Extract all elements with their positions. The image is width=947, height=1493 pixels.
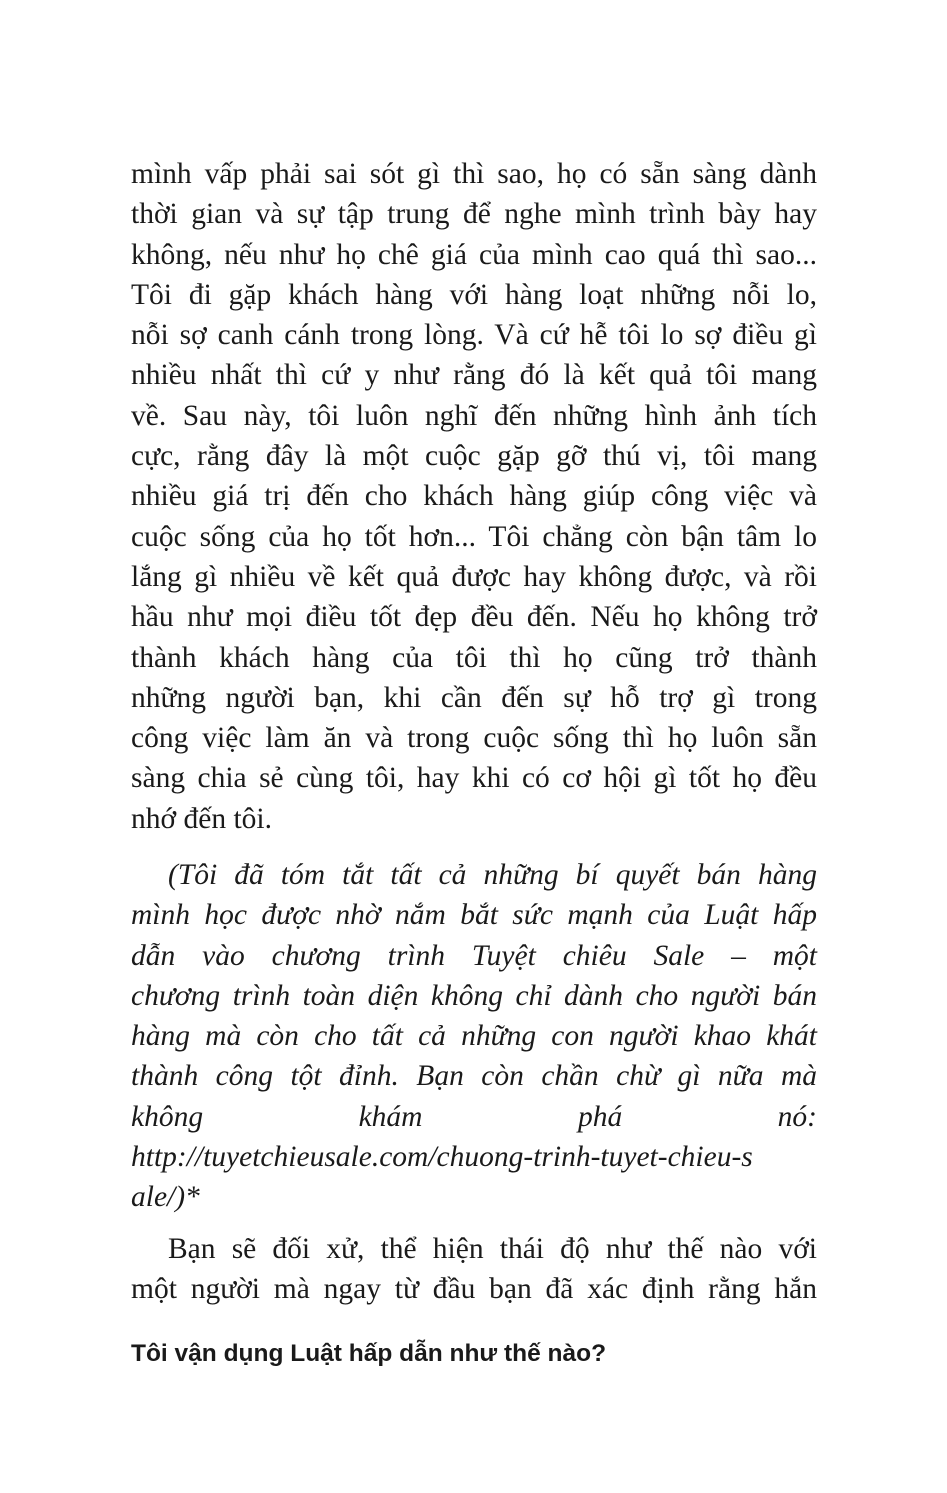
text-line: về. Sau này, tôi luôn nghĩ đến những hình ảnh tích (131, 399, 817, 432)
text-line: hầu như mọi điều tốt đẹp đều đến. Nếu họ không trở (131, 601, 817, 634)
text-line: nỗi sợ canh cánh trong lòng. Và cứ hễ tôi lo sợ điều gì (131, 319, 817, 352)
text-line: một người mà ngay từ đầu bạn đã xác định rằng hắn (131, 1273, 817, 1306)
text-line: Bạn sẽ đối xử, thể hiện thái độ như thế nào với (168, 1233, 817, 1265)
url-link-text: http://tuyetchieusale.com/chuong-trinh-tuyet-chieu-s (131, 1141, 753, 1174)
text-line: không, nếu như họ chê giá của mình cao quá thì sao... (131, 238, 817, 271)
text-line: sàng chia sẻ cùng tôi, hay khi có cơ hội gì tốt họ đều (131, 762, 817, 795)
text-line: không khám phá nó: (131, 1100, 817, 1133)
text-line: nhớ đến tôi. (131, 802, 272, 835)
text-line: cực, rằng đây là một cuộc gặp gỡ thú vị, tôi mang (131, 440, 817, 473)
text-line: thời gian và sự tập trung để nghe mình trình bày hay (131, 198, 817, 231)
text-line: chương trình toàn diện không chỉ dành cho người bán (131, 979, 817, 1012)
text-line: thành công tột đỉnh. Bạn còn chần chừ gì nữa mà (131, 1060, 817, 1093)
text-line: Tôi đi gặp khách hàng với hàng loạt những nỗi lo, (131, 278, 817, 311)
text-line: nhiều nhất thì cứ y như rằng đó là kết quả tôi mang (131, 359, 817, 392)
text-line: mình học được nhờ nắm bắt sức mạnh của Luật hấp (131, 899, 817, 932)
text-line: ale/)* (131, 1181, 200, 1214)
body-paragraph (131, 1229, 817, 1310)
text-line: (Tôi đã tóm tắt tất cả những bí quyết bán hàng (168, 859, 817, 891)
text-line: lắng gì nhiều về kết quả được hay không được, và rồi (131, 560, 817, 593)
text-line: mình vấp phải sai sót gì thì sao, họ có sẵn sàng dành (131, 158, 817, 190)
italic-note-paragraph (131, 855, 817, 1218)
text-line: hàng mà còn cho tất cả những con người khao khát (131, 1020, 817, 1053)
text-line: cuộc sống của họ tốt hơn... Tôi chẳng còn bận tâm lo (131, 520, 817, 553)
text-line: công việc làm ăn và trong cuộc sống thì họ luôn sẵn (131, 722, 817, 755)
text-line: những người bạn, khi cần đến sự hỗ trợ gì trong (131, 681, 817, 714)
page-footer-title: Tôi vận dụng Luật hấp dẫn như thế nào? (131, 1340, 607, 1367)
text-line: thành khách hàng của tôi thì họ cũng trở thành (131, 641, 817, 674)
body-paragraph (131, 154, 817, 839)
text-line: nhiều giá trị đến cho khách hàng giúp công việc và (131, 480, 817, 513)
text-line: dẫn vào chương trình Tuyệt chiêu Sale – một (131, 939, 817, 972)
